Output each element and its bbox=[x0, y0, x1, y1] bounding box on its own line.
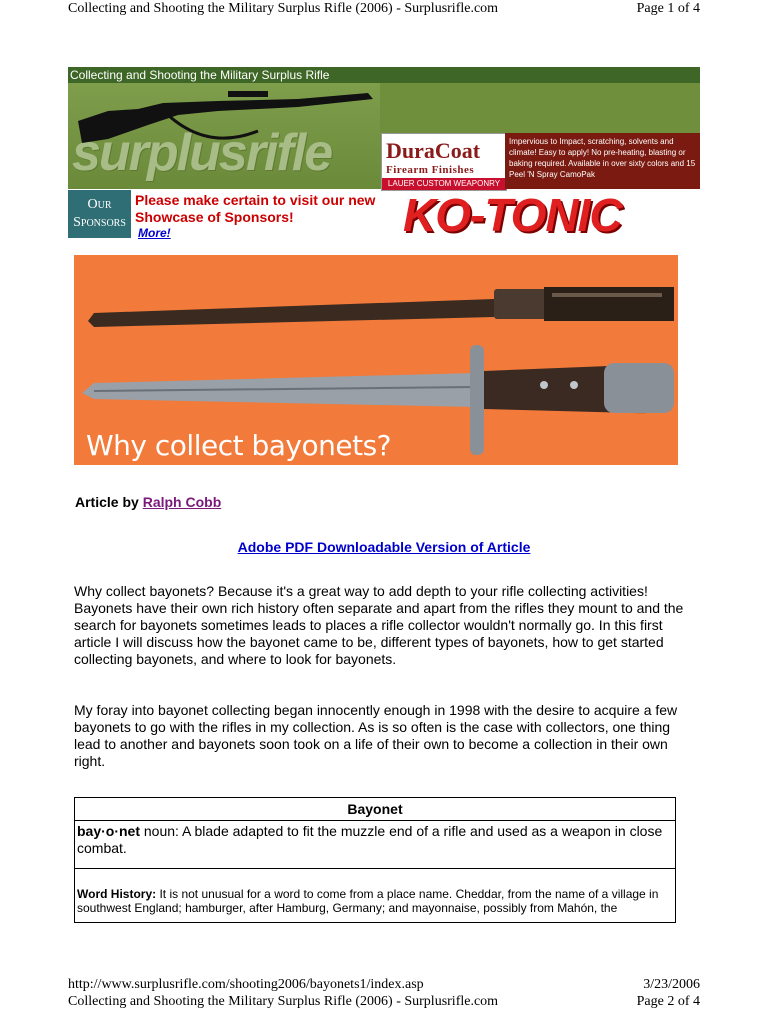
duracoat-bar: LAUER CUSTOM WEAPONRY bbox=[382, 178, 506, 190]
sponsors-line-2: Sponsors bbox=[73, 215, 126, 230]
article-paragraph-1: Why collect bayonets? Because it's a great way to add depth to your rifle collecting activities! Bayonets have their own rich history often separate and apart from the rifles they mount to and the search for bayonets sometimes leads to places a rifle collector wouldn't normally go. In this first article I will discuss how the bayonet came to be, different types of bayonets, how to get started collecting bayonets, and where to look for bayonets. bbox=[74, 583, 684, 667]
print-footer-date: 3/23/2006 bbox=[643, 977, 700, 992]
word-history bbox=[75, 869, 675, 915]
more-link[interactable]: More! bbox=[138, 226, 171, 240]
duracoat-ad[interactable] bbox=[381, 133, 507, 191]
site-logo: surplusrifle bbox=[72, 124, 332, 182]
definition-text: noun: A blade adapted to fit the muzzle end of a rifle and used as a weapon in close combat. bbox=[77, 823, 663, 856]
definition-table bbox=[74, 797, 676, 923]
definition-body bbox=[75, 821, 675, 869]
sponsors-line-1: Our bbox=[87, 197, 112, 212]
duracoat-info[interactable]: Impervious to Impact, scratching, solvents and climate! Easy to apply! No pre-heating, blasting or baking required. Available in over sixty colors and 15 Peel 'N Spray CamoPak bbox=[505, 133, 700, 189]
print-footer-title: Collecting and Shooting the Military Surplus Rifle (2006) - Surplusrifle.com bbox=[68, 994, 499, 1009]
print-footer-1 bbox=[68, 977, 700, 994]
duracoat-logo: DuraCoat bbox=[386, 138, 481, 163]
author-link[interactable]: Ralph Cobb bbox=[142, 494, 222, 510]
pdf-download-link[interactable]: Adobe PDF Downloadable Version of Article bbox=[237, 539, 531, 555]
print-footer-2 bbox=[68, 994, 700, 1011]
kotonic-logo: KO-TONIC bbox=[403, 190, 622, 240]
article-paragraph-2: My foray into bayonet collecting began innocently enough in 1998 with the desire to acquire a few bayonets to go with the rifles in my collection. As is so often is the case with collectors, one thing lead to another and bayonets soon took on a life of their own to become a collection in their own right. bbox=[74, 702, 678, 769]
word-history-label: Word History: bbox=[77, 887, 157, 901]
print-footer-url: http://www.surplusrifle.com/shooting2006/bayonets1/index.asp bbox=[68, 977, 424, 992]
article-author bbox=[75, 494, 221, 510]
rifle-icon bbox=[68, 81, 380, 161]
duracoat-subtitle: Firearm Finishes bbox=[386, 164, 475, 176]
definition-heading: Bayonet bbox=[75, 798, 675, 821]
print-header bbox=[68, 0, 700, 20]
sponsor-message: Please make certain to visit our new Showcase of Sponsors! bbox=[135, 192, 376, 225]
hero-caption: Why collect bayonets? bbox=[86, 429, 392, 462]
print-header-page: Page 1 of 4 bbox=[636, 1, 700, 16]
bayonet-hero-image bbox=[74, 255, 678, 465]
sponsors-button[interactable] bbox=[68, 190, 131, 238]
print-footer-page: Page 2 of 4 bbox=[636, 994, 700, 1009]
definition-term: bay·o·net bbox=[77, 823, 140, 839]
word-history-text: It is not unusual for a word to come from a place name. Cheddar, from the name of a village in southwest England; hamburger, after Hamburg, Germany; and mayonnaise, possibly from Mahón, the bbox=[77, 887, 659, 915]
print-header-title: Collecting and Shooting the Military Surplus Rifle (2006) - Surplusrifle.com bbox=[68, 1, 499, 16]
author-prefix: Article by bbox=[75, 494, 139, 510]
kotonic-ad[interactable] bbox=[403, 190, 700, 240]
banner-title: Collecting and Shooting the Military Surplus Rifle bbox=[68, 67, 700, 83]
